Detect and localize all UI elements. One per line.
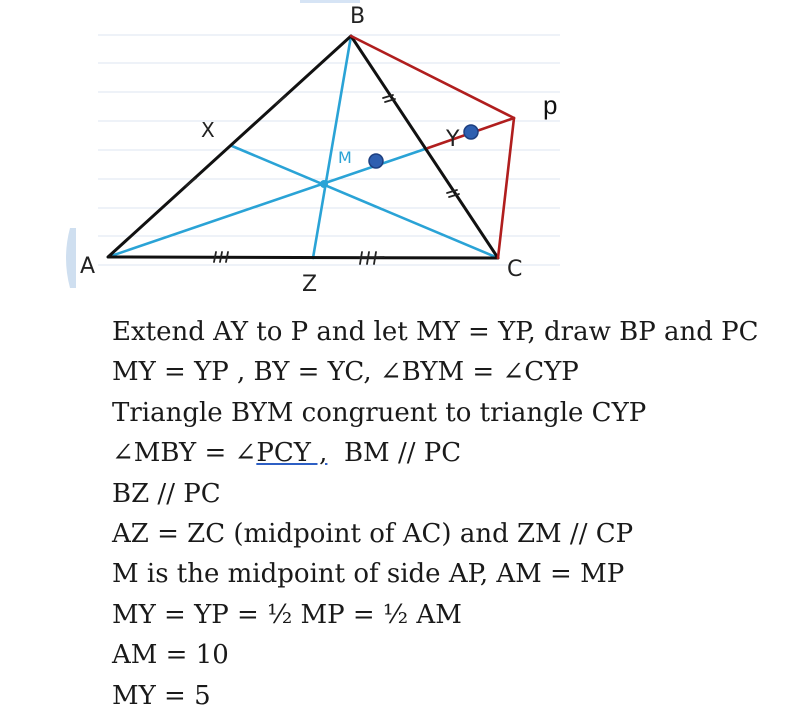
label-y: Y bbox=[446, 127, 460, 152]
proof-line-9: AM = 10 bbox=[112, 640, 229, 671]
proof-line-6: AZ = ZC (midpoint of AC) and ZM // CP bbox=[112, 519, 634, 550]
proof-text bbox=[112, 312, 759, 716]
proof-line-5: BZ // PC bbox=[112, 478, 221, 509]
centroid-dot bbox=[320, 180, 328, 188]
proof-line-4 bbox=[112, 433, 759, 473]
proof-line-7: M is the midpoint of side AP, AM = MP bbox=[112, 559, 625, 590]
proof-line-8: MY = YP = ½ MP = ½ AM bbox=[112, 599, 462, 630]
ruled-paper bbox=[66, 0, 560, 292]
proof-line-1: Extend AY to P and let MY = YP, draw BP and PC bbox=[112, 317, 759, 347]
point-near-y bbox=[464, 125, 478, 139]
label-m: M bbox=[338, 148, 352, 167]
proof-line-10: MY = 5 bbox=[112, 680, 211, 711]
label-c: C bbox=[507, 257, 523, 282]
label-x: X bbox=[201, 118, 215, 142]
proof-line-4-underlined: PCY , bbox=[256, 438, 328, 469]
label-a: A bbox=[80, 254, 96, 279]
triangle-figure bbox=[0, 0, 793, 305]
label-p: p bbox=[543, 90, 558, 120]
proof-line-4-end: BM // PC bbox=[327, 438, 462, 469]
proof-line-3: Triangle BYM congruent to triangle CYP bbox=[112, 397, 647, 428]
proof-line-4-start: ∠MBY = ∠ bbox=[112, 438, 257, 469]
label-z: Z bbox=[302, 272, 318, 297]
point-near-m bbox=[369, 154, 383, 168]
proof-line-2: MY = YP , BY = YC, ∠BYM = ∠CYP bbox=[112, 357, 579, 388]
label-b: B bbox=[350, 4, 366, 29]
